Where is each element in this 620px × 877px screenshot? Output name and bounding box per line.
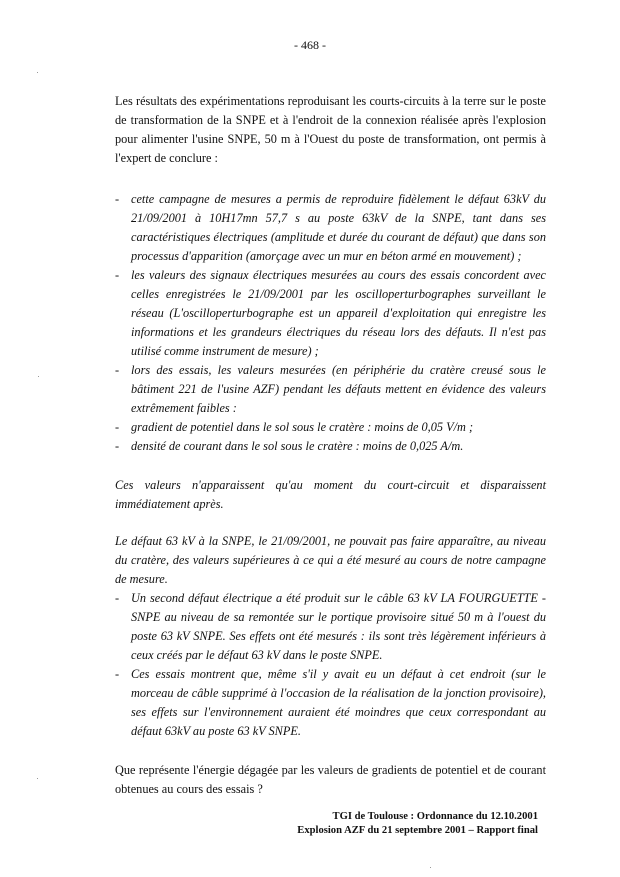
list-item: - Un second défaut électrique a été produit sur le câble 63 kV LA FOURGUETTE - SNPE au niveau de sa remontée sur le portique provisoire situé 50 m à l'ouest du poste 63 kV SNPE. Ses effets ont été mesurés : ils sont très légèrement inférieurs à ceux créés par le défaut 63 kV dans le poste SNPE. — [115, 589, 546, 665]
scan-speck — [38, 376, 39, 377]
scan-speck — [430, 867, 431, 868]
intro-paragraph: Les résultats des expérimentations reproduisant les courts-circuits à la terre sur le poste de transformation de la SNPE et à l'endroit de la connexion réalisée après l'explosion pour alimenter l'usine SNPE, 50 m à l'Ouest du poste de transformation, ont permis à l'expert de conclure : — [115, 94, 546, 165]
list-item: - cette campagne de mesures a permis de reproduire fidèlement le défaut 63kV du 21/09/2001 à 10H17mn 57,7 s au poste 63kV de la SNPE, tant dans ses caractéristiques électriques (amplitude et durée du courant de défaut) que dans son processus d'apparition (amorçage avec un mur en béton armé en mouvement) ; — [115, 190, 546, 266]
question-paragraph: Que représente l'énergie dégagée par les valeurs de gradients de potentiel et de courant obtenues au cours des essais ? — [115, 763, 546, 796]
list-item: - les valeurs des signaux électriques mesurées au cours des essais concordent avec celles enregistrées le 21/09/2001 par les oscilloperturbographes surveillant le réseau (L'oscilloperturbographe est un appareil d'exploitation qui enregistre les informations et les grandeurs électriques du réseau lors des défauts. Il n'est pas utilisé comme instrument de mesure) ; — [115, 266, 546, 361]
values-paragraph: Ces valeurs n'apparaissent qu'au moment du court-circuit et disparaissent immédiatement après. — [115, 478, 546, 511]
list-item: - densité de courant dans le sol sous le cratère : moins de 0,025 A/m. — [115, 437, 546, 456]
second-defect-list — [115, 589, 546, 741]
defect-paragraph: Le défaut 63 kV à la SNPE, le 21/09/2001, ne pouvait pas faire apparaître, au niveau du cratère, des valeurs supérieures à ce qui a été mesuré au cours de notre campagne de mesure. — [115, 534, 546, 586]
scan-speck — [37, 778, 38, 779]
list-item: - gradient de potentiel dans le sol sous le cratère : moins de 0,05 V/m ; — [115, 418, 546, 437]
footer-line-2: Explosion AZF du 21 septembre 2001 – Rapport final — [297, 825, 538, 836]
list-item: - lors des essais, les valeurs mesurées (en périphérie du cratère creusé sous le bâtiment 221 de l'usine AZF) pendant les défauts mettent en évidence des valeurs extrêmement faibles : — [115, 361, 546, 418]
conclusions-list — [115, 190, 546, 456]
scan-speck — [37, 72, 38, 73]
list-item: - Ces essais montrent que, même s'il y avait eu un défaut à cet endroit (sur le morceau de câble supprimé à l'occasion de la réalisation de la jonction provisoire), ses effets sur l'environnement auraient été moindres que ceux correspondant au défaut 63kV au poste 63 kV SNPE. — [115, 665, 546, 741]
footer — [297, 810, 538, 838]
page-number: - 468 - — [294, 38, 326, 52]
footer-line-1: TGI de Toulouse : Ordonnance du 12.10.2001 — [332, 811, 538, 822]
document-body — [115, 92, 546, 799]
